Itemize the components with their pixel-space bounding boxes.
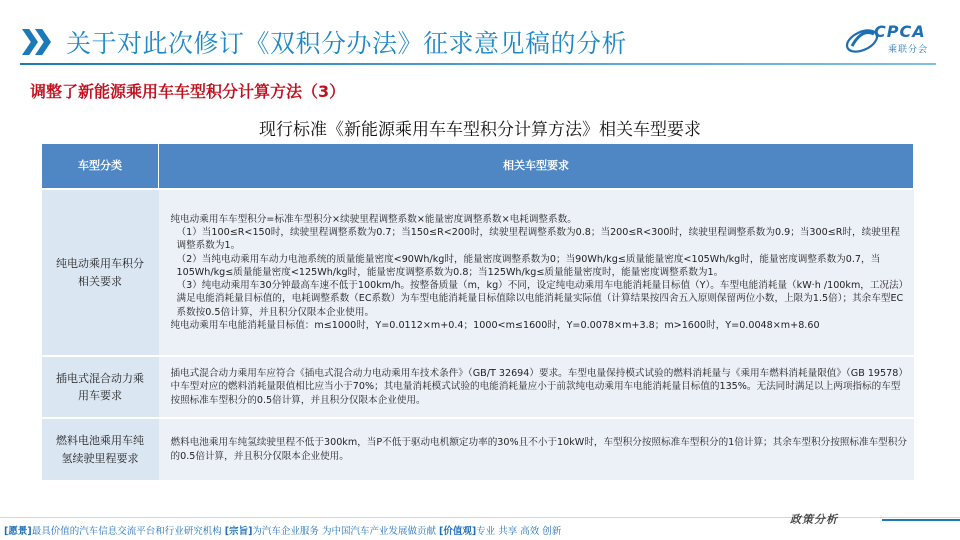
- requirement-line: （1）当100≤R<150时，续驶里程调整系数为0.7；当150≤R<200时，续驶里程调整系数为0.8；当200≤R<300时，续驶里程调整系数为0.9；当300≤R时，续驶里程调整系数为1。: [176, 227, 900, 252]
- requirement-line: 纯电动乘用车电能消耗量目标值：m≤1000时，Y=0.0112×m+0.4；1000<m≤1600时，Y=0.0078×m+3.8；m>1600时，Y=0.0048×m+8.60: [170, 319, 820, 331]
- requirements-cell: [159, 189, 914, 356]
- header-category: 车型分类: [42, 144, 159, 190]
- header-requirements: 相关车型要求: [159, 144, 914, 190]
- logo-text: CPCA: [874, 22, 926, 41]
- vision-text: 最具价值的汽车信息交流平台和行业研究机构: [31, 526, 222, 537]
- requirement-line: （3）纯电动乘用车30分钟最高车速不低于100km/h。按整备质量（m，kg）不同，设定纯电动乘用车电能消耗量目标值（Y）。车型电能消耗量（kW·h /100km，工况法）满足电能消耗量目标值的，电耗调整系数（EC系数）为车型电能消耗量目标值除以电能消耗量实际值（计算结果按四舍五入原则保留两位小数，上限为1.5倍）；其余车型EC系数按0.5倍计算，并且积分仅限本企业使用。: [176, 280, 904, 318]
- page-title: 关于对此次修订《双积分办法》征求意见稿的分析: [66, 29, 628, 58]
- title-bar: [0, 0, 960, 66]
- table-header-row: [42, 144, 914, 190]
- purpose-text: 为汽车企业服务 为中国汽车产业发展做贡献: [252, 526, 436, 537]
- chevron-right-icon: [22, 29, 48, 55]
- category-cell: 燃料电池乘用车纯氢续驶里程要求: [42, 418, 159, 480]
- title-divider: [20, 63, 936, 65]
- values-text: 专业 共享 高效 创新: [476, 526, 562, 537]
- requirement-line: 纯电动乘用车车型积分=标准车型积分×续驶里程调整系数×能量密度调整系数×电耗调整系数。: [170, 213, 577, 225]
- footer-brand: 政策分析: [790, 513, 838, 526]
- section-subtitle: 调整了新能源乘用车车型积分计算方法（3）: [30, 82, 346, 101]
- footer-mission: [4, 523, 561, 537]
- table-row: [42, 418, 914, 480]
- requirement-line: （2）当纯电动乘用车动力电池系统的质量能量密度<90Wh/kg时，能量密度调整系数为0；当90Wh/kg≤质量能量密度<105Wh/kg时，能量密度调整系数为0.7，当105Wh/kg≤质量能量密度<125Wh/kg时，能量密度调整系数为0.8；当125Wh/kg≤质量能量密度时，能量密度调整系数为1。: [176, 253, 881, 278]
- requirements-cell: [159, 356, 914, 418]
- requirement-line: 插电式混合动力乘用车应符合《插电式混合动力电动乘用车技术条件》（GB/T 32694）要求。车型电量保持模式试验的燃料消耗量与《乘用车燃料消耗量限值》（GB 19578）中车型对应的燃料消耗量限值相比应当小于70%；其电量消耗模式试验的电能消耗量应小于前款纯电动乘用车电能消耗量目标值的135%。无法同时满足以上两项指标的车型按照标准车型积分的0.5倍计算，并且积分仅限本企业使用。: [170, 368, 904, 406]
- cpca-logo: [850, 22, 942, 60]
- purpose-label: [宗旨]: [224, 526, 253, 537]
- requirements-cell: [159, 418, 914, 480]
- table-caption: 现行标准《新能源乘用车车型积分计算方法》相关车型要求: [259, 120, 701, 140]
- vision-label: [愿景]: [4, 526, 32, 537]
- table-row: [42, 189, 914, 356]
- requirement-line: 燃料电池乘用车纯氢续驶里程不低于300km，当P不低于驱动电机额定功率的30%且不小于10kW时，车型积分按照标准车型积分的1倍计算；其余车型积分按照标准车型积分的0.5倍计算，并且积分仅限本企业使用。: [170, 437, 907, 462]
- requirements-table: [41, 143, 914, 480]
- category-cell: 纯电动乘用车积分相关要求: [42, 189, 159, 356]
- category-cell: 插电式混合动力乘用车要求: [42, 356, 159, 418]
- table-row: [42, 356, 914, 418]
- values-label: [价值观]: [438, 526, 477, 537]
- logo-subtext: 乘联分会: [888, 45, 929, 55]
- footer-rule: [882, 519, 960, 521]
